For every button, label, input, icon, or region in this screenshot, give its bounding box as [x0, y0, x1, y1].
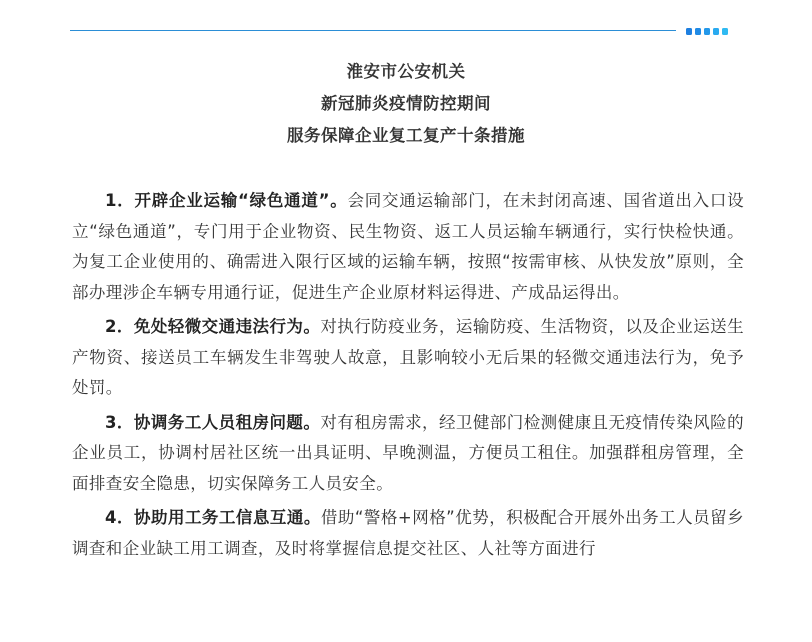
- decoration-dot: [722, 28, 728, 35]
- decoration-dot: [695, 28, 701, 35]
- measure-heading: 3．协调务工人员租房问题。: [105, 412, 321, 432]
- document-title: [0, 56, 812, 152]
- document-body: [72, 186, 744, 568]
- title-subject: 服务保障企业复工复产十条措施: [287, 126, 525, 145]
- title-period: 新冠肺炎疫情防控期间: [321, 94, 491, 113]
- title-issuer: 淮安市公安机关: [346, 62, 466, 81]
- measure-text: 对有租房需求，经卫健部门检测健康且无疫情传染风险的企业员工，协调村居社区统一出具证明、早晚测温，方便员工租住。加强群租房管理，全面排查安全隐患，切实保障务工人员安全。: [72, 412, 745, 493]
- decoration-dot: [704, 28, 710, 35]
- measure-heading: 2．免处轻微交通违法行为。: [105, 317, 321, 336]
- decoration-dot: [713, 28, 719, 35]
- header-divider-line: [70, 30, 676, 31]
- decoration-dot: [686, 28, 692, 35]
- measure-paragraph-1: [72, 186, 744, 308]
- measure-text: 对执行防疫业务，运输防疫、生活物资，以及企业运送生产物资、接送员工车辆发生非驾驶人故意，且影响较小无后果的轻微交通违法行为，免予处罚。: [72, 317, 745, 397]
- measure-heading: 1．开辟企业运输“绿色通道”。: [105, 191, 348, 210]
- measure-paragraph-2: [72, 312, 744, 404]
- measure-paragraph-3: [72, 408, 744, 500]
- measure-paragraph-4: [72, 503, 744, 564]
- header-decoration-dots: [686, 28, 728, 35]
- measure-heading: 4．协助用工务工信息互通。: [105, 508, 321, 527]
- measure-text: 会同交通运输部门，在未封闭高速、国省道出入口设立“绿色通道”，专门用于企业物资、民生物资、返工人员运输车辆通行，实行快检快通。为复工企业使用的、确需进入限行区域的运输车辆，按照“按需审核、从快发放”原则，全部办理涉企车辆专用通行证，促进生产企业原材料运得进、产成品运得出。: [72, 191, 745, 302]
- measure-text: 借助“警格+网格”优势，积极配合开展外出务工人员留乡调查和企业缺工用工调查，及时将掌握信息提交社区、人社等方面进行: [72, 508, 744, 558]
